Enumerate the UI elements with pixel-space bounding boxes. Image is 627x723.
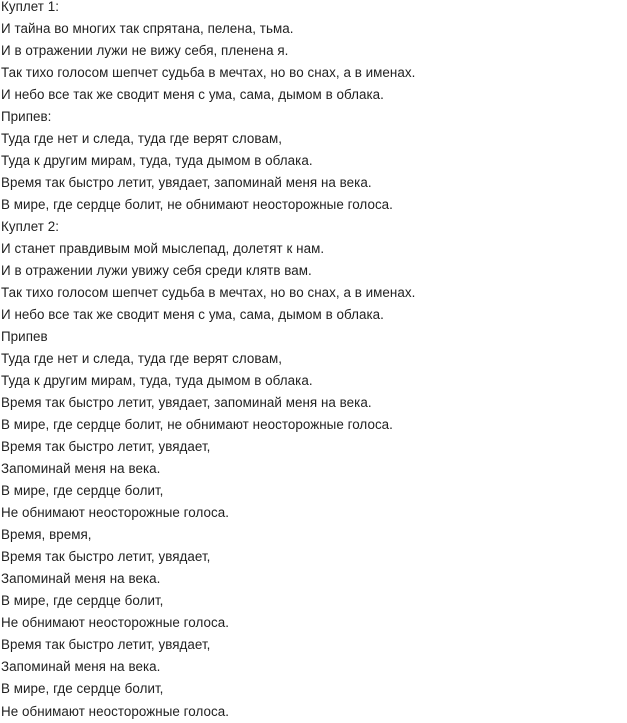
lyric-line: В мире, где сердце болит,: [1, 483, 164, 499]
lyric-line: Время так быстро летит, увядает, запоминай меня на века.: [1, 175, 372, 191]
lyric-line: Время так быстро летит, увядает,: [1, 549, 211, 565]
lyric-line: В мире, где сердце болит,: [1, 681, 164, 697]
lyric-line: Туда где нет и следа, туда где верят словам,: [1, 131, 282, 147]
lyric-line: И небо все так же сводит меня с ума, сама, дымом в облака.: [1, 87, 384, 103]
lyric-line: Запоминай меня на века.: [1, 659, 161, 675]
lyric-line: Запоминай меня на века.: [1, 461, 161, 477]
lyric-line: Не обнимают неосторожные голоса.: [1, 505, 230, 521]
lyric-line: Туда к другим мирам, туда, туда дымом в облака.: [1, 153, 313, 169]
lyric-line: Так тихо голосом шепчет судьба в мечтах, но во снах, а в именах.: [1, 285, 416, 301]
lyric-line: Не обнимают неосторожные голоса.: [1, 703, 230, 719]
lyric-line: Не обнимают неосторожные голоса.: [1, 615, 230, 631]
lyric-line: И станет правдивым мой мыслепад, долетят к нам.: [1, 241, 325, 257]
lyric-line: В мире, где сердце болит, не обнимают неосторожные голоса.: [1, 197, 393, 213]
section-heading-verse-1: Куплет 1:: [1, 0, 60, 14]
lyric-line: И тайна во многих так спрятана, пелена, тьма.: [1, 21, 294, 37]
lyric-line: В мире, где сердце болит, не обнимают неосторожные голоса.: [1, 417, 393, 433]
lyric-line: Время так быстро летит, увядает,: [1, 439, 211, 455]
lyric-line: Время, время,: [1, 527, 92, 543]
section-heading-chorus-2: Припев: [1, 329, 48, 345]
lyric-line: Запоминай меня на века.: [1, 571, 161, 587]
lyric-line: И в отражении лужи не вижу себя, пленена я.: [1, 43, 289, 59]
lyric-line: И небо все так же сводит меня с ума, сама, дымом в облака.: [1, 307, 384, 323]
lyric-line: Время так быстро летит, увядает, запоминай меня на века.: [1, 395, 372, 411]
lyric-line: Туда где нет и следа, туда где верят словам,: [1, 351, 282, 367]
lyric-line: Туда к другим мирам, туда, туда дымом в облака.: [1, 373, 313, 389]
section-heading-chorus: Припев:: [1, 109, 52, 125]
lyric-line: Время так быстро летит, увядает,: [1, 637, 211, 653]
lyric-line: И в отражении лужи увижу себя среди клятв вам.: [1, 263, 312, 279]
section-heading-verse-2: Куплет 2:: [1, 219, 60, 235]
lyric-line: В мире, где сердце болит,: [1, 593, 164, 609]
lyric-line: Так тихо голосом шепчет судьба в мечтах, но во снах, а в именах.: [1, 65, 416, 81]
